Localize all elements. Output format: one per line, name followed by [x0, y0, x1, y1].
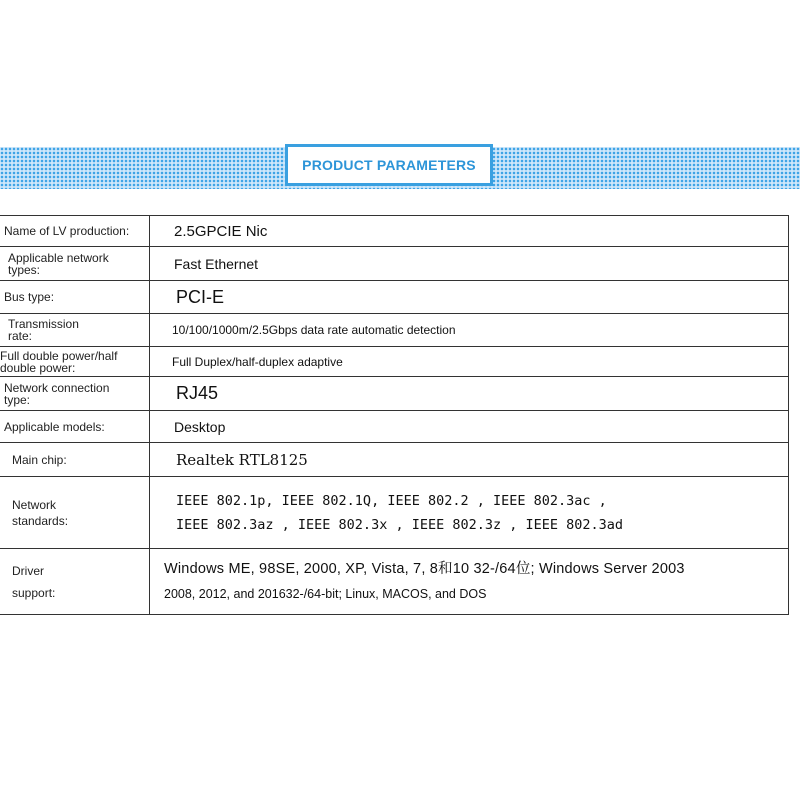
- param-value-line2: 2008, 2012, and 201632-/64-bit; Linux, MACOS, and DOS: [164, 586, 487, 601]
- param-value-cell: [150, 443, 789, 477]
- param-label-cell: [0, 247, 150, 281]
- param-label-cell: [0, 377, 150, 411]
- param-value-cell: [150, 347, 789, 377]
- product-parameters-table: [0, 215, 789, 615]
- param-label-cell: [0, 549, 150, 615]
- param-label-cell: [0, 281, 150, 314]
- table-row: [0, 443, 789, 477]
- param-value: 2.5GPCIE Nic: [174, 222, 268, 240]
- param-label: Network connection type:: [4, 380, 110, 407]
- param-label-cell: [0, 411, 150, 443]
- param-label: Bus type:: [4, 290, 55, 304]
- param-label: Applicable network types:: [8, 250, 109, 277]
- param-label: Network standards:: [12, 497, 69, 528]
- param-label-cell: [0, 477, 150, 549]
- param-label: Full double power/half double power:: [0, 348, 118, 375]
- param-label-cell: [0, 314, 150, 347]
- table-row: [0, 477, 789, 549]
- param-value: Full Duplex/half-duplex adaptive: [172, 354, 343, 369]
- param-value-cell: [150, 281, 789, 314]
- param-value-cell: [150, 477, 789, 549]
- param-value-cell: [150, 377, 789, 411]
- param-value: PCI-E: [176, 286, 225, 307]
- table-row: [0, 377, 789, 411]
- param-label-cell: [0, 443, 150, 477]
- param-label: Name of LV production:: [4, 224, 130, 238]
- param-label-cell: [0, 216, 150, 247]
- table-row: [0, 314, 789, 347]
- param-value: 10/100/1000m/2.5Gbps data rate automatic detection: [172, 323, 456, 337]
- param-label: Driver support:: [12, 563, 56, 600]
- table-row: [0, 549, 789, 615]
- param-value: RJ45: [176, 383, 219, 403]
- param-label: Main chip:: [12, 452, 67, 467]
- param-value: IEEE 802.1p, IEEE 802.1Q, IEEE 802.2 , IEEE 802.3ac , IEEE 802.3az , IEEE 802.3x , IEEE 802.3z , IEEE 802.3ad: [176, 492, 624, 533]
- table-row: [0, 247, 789, 281]
- param-label: Applicable models:: [4, 419, 105, 434]
- banner-title: PRODUCT PARAMETERS: [302, 157, 476, 173]
- param-value: Fast Ethernet: [174, 255, 259, 272]
- param-value: Desktop: [174, 418, 226, 435]
- table-row: [0, 216, 789, 247]
- table-row: [0, 281, 789, 314]
- param-value-cell: [150, 549, 789, 615]
- param-value-cell: [150, 216, 789, 247]
- param-value-cell: [150, 314, 789, 347]
- param-label: Transmission rate:: [8, 317, 79, 343]
- table-row: [0, 347, 789, 377]
- param-value-line1: Windows ME, 98SE, 2000, XP, Vista, 7, 8和10 32-/64位; Windows Server 2003: [164, 560, 685, 577]
- param-value-cell: [150, 247, 789, 281]
- param-value-cell: [150, 411, 789, 443]
- banner-title-box: [285, 144, 493, 186]
- param-label-cell: [0, 347, 150, 377]
- table-row: [0, 411, 789, 443]
- param-value: Realtek RTL8125: [176, 450, 308, 469]
